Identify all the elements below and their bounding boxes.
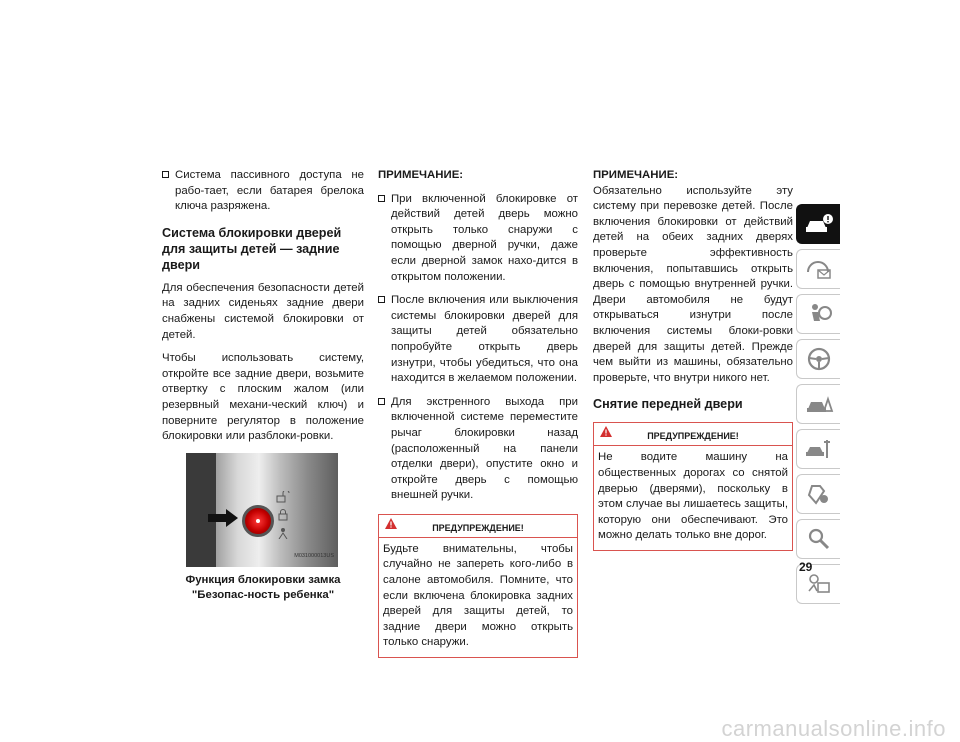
page-number: 29 bbox=[799, 560, 813, 574]
bullet-text: При включенной блокировке от действий детей дверь можно открыть только снаружи с помощью дверной ручки, даже если дверной замок нахо-дится в открытом положении. bbox=[391, 192, 578, 283]
steering-wheel-icon bbox=[804, 346, 834, 372]
tab-emergency[interactable] bbox=[796, 384, 840, 424]
note-heading: ПРИМЕЧАНИЕ: bbox=[378, 169, 464, 181]
warning-header bbox=[594, 423, 792, 446]
figure-caption: Функция блокировки замка "Безопас-ность ребенка" bbox=[185, 573, 341, 601]
warning-box bbox=[593, 422, 793, 551]
language-icon bbox=[804, 571, 834, 597]
arrow-icon bbox=[208, 509, 238, 527]
tab-warranty[interactable] bbox=[796, 474, 840, 514]
lock-icon bbox=[276, 509, 290, 521]
checkbox-bullet-icon bbox=[378, 296, 385, 303]
tab-safety[interactable] bbox=[796, 294, 840, 334]
note-heading: ПРИМЕЧАНИЕ: bbox=[593, 169, 679, 181]
child-icon bbox=[276, 527, 290, 539]
checkbox-bullet-icon bbox=[162, 171, 169, 178]
figure-code: M031000013US bbox=[294, 553, 334, 560]
list-item bbox=[378, 192, 578, 286]
list-item bbox=[378, 395, 578, 504]
knob-center bbox=[256, 519, 260, 523]
paragraph: Чтобы использовать систему, откройте все задние двери, возьмите отвертку с плоским жалом (или резервный механи-ческий ключ) и поверните регулятор в положение блокировки или разблоки-ровки. bbox=[162, 352, 364, 443]
warning-title: ПРЕДУПРЕЖДЕНИЕ! bbox=[647, 431, 739, 442]
bullet-text: Для экстренного выхода при включенной системе переместите рычаг блокировки назад (расположенный на панели отделки двери), опустите окно и откройте дверь с помощью внешней ручки. bbox=[391, 395, 578, 502]
column-left bbox=[162, 168, 364, 603]
warning-header bbox=[379, 515, 577, 538]
checkbox-bullet-icon bbox=[378, 195, 385, 202]
column-middle bbox=[378, 168, 578, 658]
unlock-icon bbox=[276, 491, 290, 503]
checkbox-bullet-icon bbox=[378, 398, 385, 405]
warranty-icon bbox=[804, 481, 834, 507]
service-tools-icon bbox=[804, 436, 834, 462]
column-right bbox=[593, 168, 793, 551]
child-lock-figure bbox=[186, 453, 338, 567]
airbag-icon bbox=[804, 301, 834, 327]
section-heading: Снятие передней двери bbox=[593, 397, 743, 412]
tab-dashboard[interactable] bbox=[796, 249, 840, 289]
tab-car-info[interactable] bbox=[796, 204, 840, 244]
list-item bbox=[162, 168, 364, 215]
bullet-text: Система пассивного доступа не рабо-тает, если батарея брелока ключа разряжена. bbox=[175, 169, 364, 213]
tab-index[interactable] bbox=[796, 519, 840, 559]
note-text: Обязательно используйте эту систему при перевозке детей. После включения блокировки от действий детей на обеих задних дверях проверьте эффективность включения, попытавшись открыть дверь с помощью внутренней ручки. Двери автомобиля не будут открываться изнутри после включения системы блоки-ровки дверей для защиты детей. Прежде чем выйти из машины, обязательно проверьте, что внутри никого нет. bbox=[593, 184, 793, 384]
tab-service[interactable] bbox=[796, 429, 840, 469]
warning-text: Не водите машину на общественных дорогах со снятой дверью (дверями), поскольку в этом случае вы лишаетесь защиты, которую они обеспечивают. Это можно делать только вне дорог. bbox=[598, 451, 788, 542]
roadside-icon bbox=[804, 391, 834, 417]
search-index-icon bbox=[804, 526, 834, 552]
watermark: carmanualsonline.info bbox=[721, 716, 946, 741]
tab-driving[interactable] bbox=[796, 339, 840, 379]
warning-box bbox=[378, 514, 578, 658]
child-lock-knob bbox=[242, 505, 274, 537]
list-item bbox=[378, 293, 578, 387]
chapter-tabs bbox=[796, 204, 840, 609]
warning-text: Будьте внимательны, чтобы случайно не запереть кого-либо в салоне автомобиля. Помните, что если включена блокировка задних дверей для защиты детей, то задние двери можно открыть только снаружи. bbox=[383, 542, 573, 649]
car-info-icon bbox=[804, 211, 834, 237]
bullet-text: После включения или выключения системы блокировки дверей для защиты детей обязательно попробуйте открыть дверь изнутри, чтобы убедиться, что она находится в желаемом положении. bbox=[391, 294, 578, 385]
dashboard-message-icon bbox=[804, 256, 834, 282]
paragraph: Для обеспечения безопасности детей на задних сиденьях задние двери снабжены системой блокировки от детей. bbox=[162, 281, 364, 341]
warning-title: ПРЕДУПРЕЖДЕНИЕ! bbox=[432, 522, 524, 533]
section-heading: Система блокировки дверей для защиты детей — задние двери bbox=[162, 225, 342, 272]
